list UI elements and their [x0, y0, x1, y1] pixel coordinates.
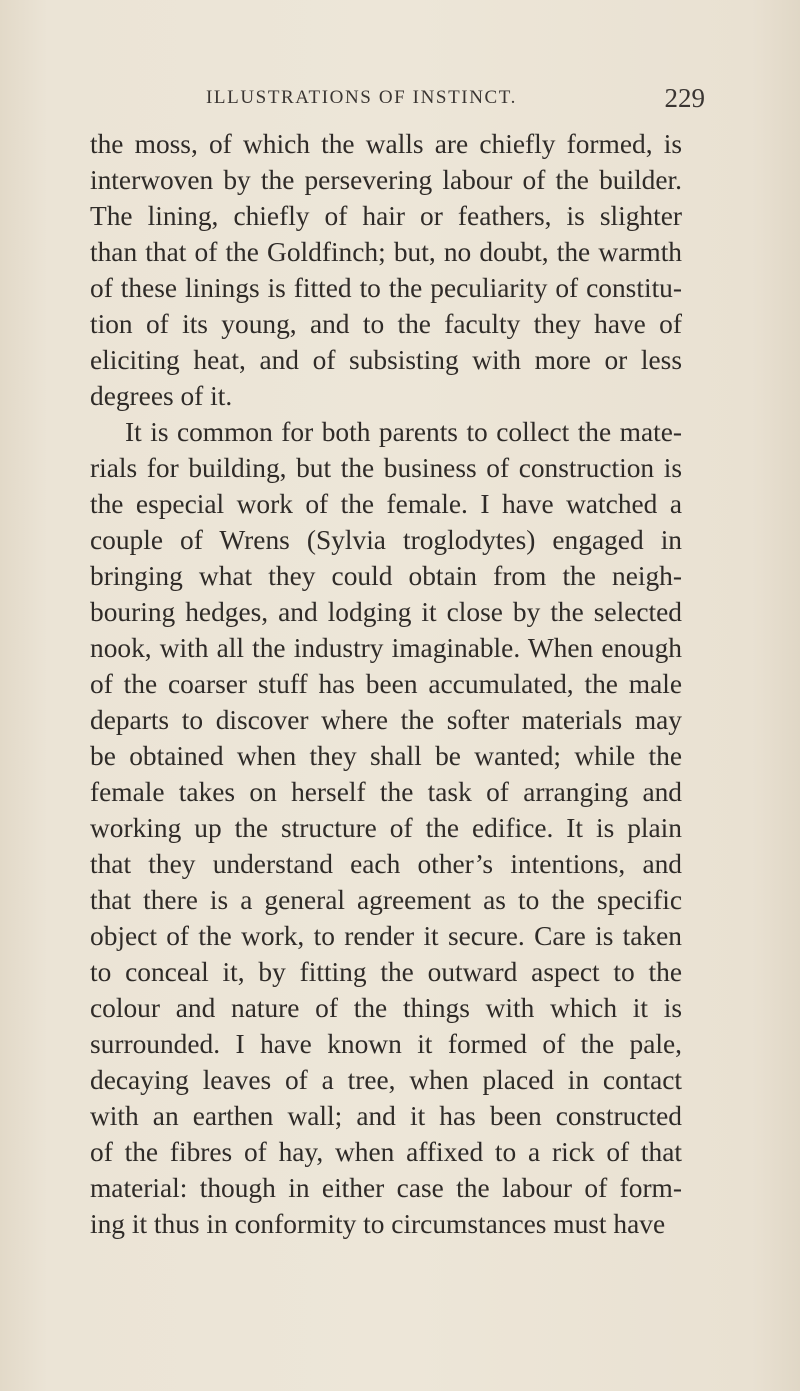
text-line: that they understand each other’s intentions, and: [90, 849, 682, 879]
text-line: degrees of it.: [90, 381, 233, 411]
text-line: be obtained when they shall be wanted; while the: [90, 741, 682, 771]
running-title: ILLUSTRATIONS OF INSTINCT.: [206, 87, 517, 108]
page-header: [206, 81, 705, 115]
text-line: nook, with all the industry imaginable. When enough: [90, 633, 682, 663]
text-line: departs to discover where the softer materials may: [90, 705, 682, 735]
text-line: interwoven by the persevering labour of the builder.: [90, 165, 682, 195]
text-line: decaying leaves of a tree, when placed in contact: [90, 1065, 682, 1095]
text-line: It is common for both parents to collect the mate-: [125, 417, 682, 447]
text-line: couple of Wrens (Sylvia troglodytes) engaged in: [90, 525, 682, 555]
text-line: bringing what they could obtain from the neigh-: [90, 561, 682, 591]
text-line: with an earthen wall; and it has been constructed: [90, 1101, 682, 1131]
text-line: the especial work of the female. I have watched a: [90, 489, 682, 519]
text-line: of the fibres of hay, when affixed to a rick of that: [90, 1137, 682, 1167]
text-line: working up the structure of the edifice. It is plain: [90, 813, 682, 843]
text-line: object of the work, to render it secure. Care is taken: [90, 921, 682, 951]
text-line: of the coarser stuff has been accumulated, the male: [90, 669, 682, 699]
text-line: The lining, chiefly of hair or feathers, is slighter: [90, 201, 682, 231]
text-line: of these linings is fitted to the peculiarity of constitu-: [90, 273, 682, 303]
text-line: material: though in either case the labour of form-: [90, 1173, 682, 1203]
text-line: colour and nature of the things with which it is: [90, 993, 682, 1023]
text-line: than that of the Goldfinch; but, no doubt, the warmth: [90, 237, 682, 267]
text-line: surrounded. I have known it formed of the pale,: [90, 1029, 682, 1059]
text-line: ing it thus in conformity to circumstances must have: [90, 1209, 666, 1239]
page-number: 229: [664, 83, 705, 113]
text-line: eliciting heat, and of subsisting with more or less: [90, 345, 682, 375]
text-line: rials for building, but the business of construction is: [90, 453, 682, 483]
text-line: bouring hedges, and lodging it close by the selected: [90, 597, 682, 627]
text-line: tion of its young, and to the faculty they have of: [90, 309, 682, 339]
text-line: female takes on herself the task of arranging and: [90, 777, 682, 807]
text-line: to conceal it, by fitting the outward aspect to the: [90, 957, 682, 987]
text-line: that there is a general agreement as to the specific: [90, 885, 682, 915]
text-line: the moss, of which the walls are chiefly formed, is: [90, 129, 682, 159]
body-text: [90, 126, 682, 1242]
